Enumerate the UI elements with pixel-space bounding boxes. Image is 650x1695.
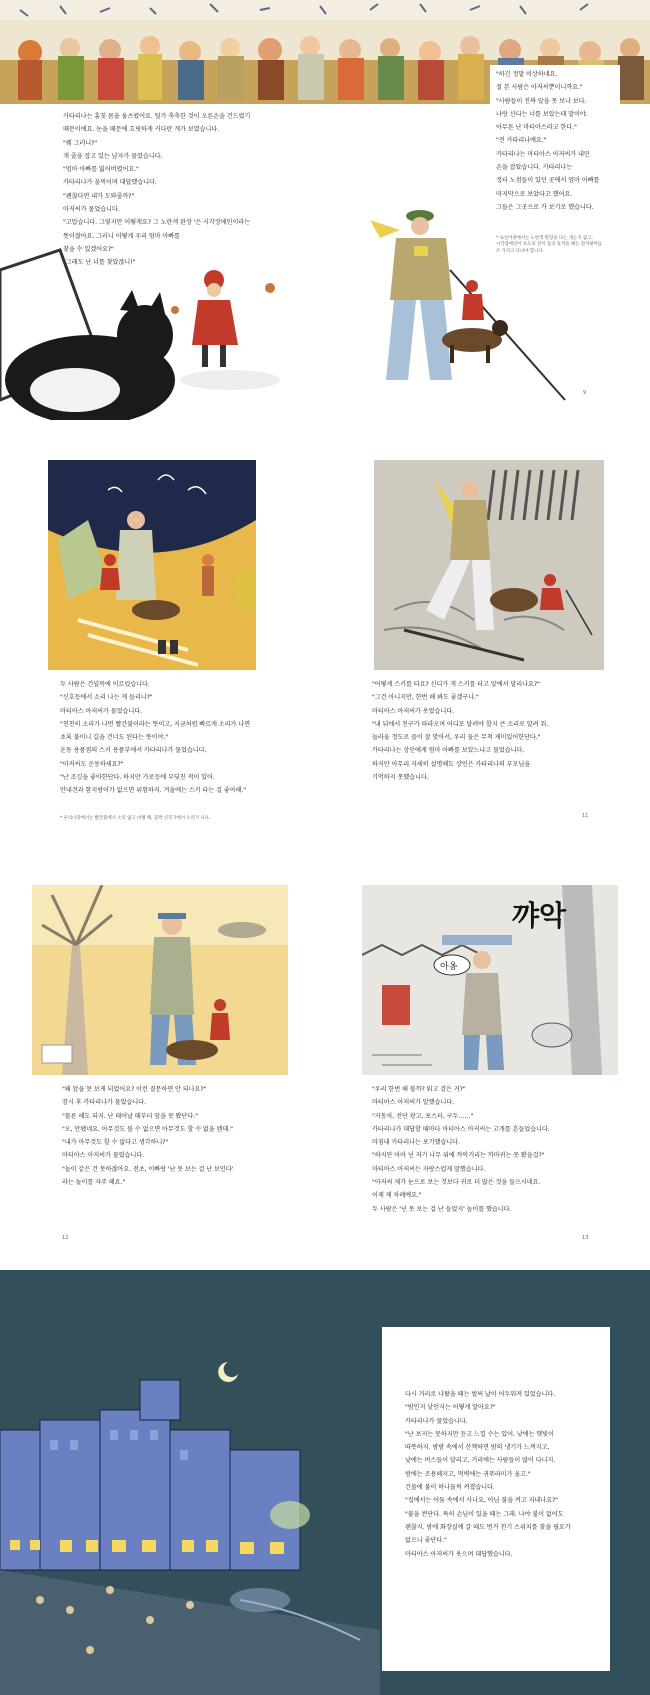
text-line: "고맙습니다. 그렇지만 어떻게요? 그 노란색 완장 '은 시각장애인이라는 xyxy=(63,219,251,227)
spread3-right-text xyxy=(372,1083,550,1216)
text-line: 때문이에요. 눈을 때문에 흐릿하게 커다란 개가 보였습니다. xyxy=(63,126,219,134)
text-line: 뜻이잖아요. 그러니 어떻게 우리 엄마 아빠를 xyxy=(63,232,180,240)
text-line: "전 카타리나예요." xyxy=(496,137,547,145)
text-line: 안내견과 함지팡이가 없으면 위험하지. 겨울에는 스키 타는 걸 좋아해." xyxy=(60,787,246,795)
text-line: "불을 켠단다. 특히 손님이 있을 때는 그래. 나야 불이 없어도 xyxy=(405,1510,564,1518)
text-line: "천천히 소리가 나면 빨간불이라는 뜻이고, 지금처럼 빠르게 소리가 나면 xyxy=(60,720,250,728)
text-line: "밤인지 낮인지는 어떻게 알아요?" xyxy=(405,1404,496,1412)
sound-effect-kkyaak: 꺄악 xyxy=(512,899,567,932)
text-line: 마티아스 아저씨가 웃으며 대답했습니다. xyxy=(405,1550,513,1558)
text-line: "오, 안됐네요. 아무것도 볼 수 없으면 아무것도 할 수 없을 텐데." xyxy=(62,1125,233,1133)
text-line: 운동 용품점의 스키 용품부에서 카타리나가 물었습니다. xyxy=(60,747,207,755)
text-line: "그래도 난 너를 찾았잖니!" xyxy=(63,259,136,267)
text-line: "내 뒤에서 친구가 따라오며 어디로 달려야 할지 큰 소리로 알려 줘. xyxy=(372,720,549,728)
spread2-right-text xyxy=(372,678,548,784)
dog-and-girl-illustration xyxy=(0,240,300,420)
text-line: 두 사람은 '넌 못 보는 걸 난 들었지' 놀이를 했습니다. xyxy=(372,1205,512,1213)
spread1-right-text xyxy=(496,68,599,214)
page-number: 9 xyxy=(583,390,587,396)
footnote-line: 시각장애인이 보도의 길이 돌의 돌색을 때는 흰지팡이를 xyxy=(496,242,602,248)
spread4-text xyxy=(405,1388,571,1561)
text-line: "괜찮다면 내가 도와줄까?" xyxy=(63,192,135,200)
crosswalk-night-illustration xyxy=(48,460,256,670)
spread2-left-text xyxy=(60,678,250,798)
text-line: "놀이 같은 건 못하잖아요. 전초, 이빠랑 '난 못 보는 걸 난 보인다' xyxy=(62,1165,234,1173)
text-line: "우리 한번 해 볼까? 뭐고 검은 거?" xyxy=(372,1086,466,1093)
text-line: 마지막으로 보았다고 했어요. xyxy=(496,190,573,198)
text-line: 따뜻하지. 밤밤 속에서 산책하면 밤의 냉기가 느껴지고, xyxy=(405,1444,550,1452)
text-line: "어떻게 스키를 타요? 신디가 개 스키를 타고 앞에서 달리나요?" xyxy=(372,681,540,688)
text-line: "하긴 정말 이상하네요. xyxy=(496,71,558,78)
text-line: 하지만 아무리 자세히 설명해도 상인은 카타리나의 부모님을 xyxy=(372,760,531,768)
text-line: 나랑 신디는 너를 보았는데 말이야. xyxy=(496,110,588,118)
text-line: "집에서는 어둠 속에서 사나요, 아님 불을 켜고 지내나요?" xyxy=(405,1497,558,1505)
text-line: 개 줄을 잡고 있는 남자가 물었습니다. xyxy=(63,152,163,160)
text-line: 잠시 후 카타리나가 물었습니다. xyxy=(62,1099,146,1107)
text-line: 다시 거리로 나왔을 때는 벌써 날이 어두워져 있었습니다. xyxy=(405,1391,556,1398)
text-line: "아저씨도 운동하세요?" xyxy=(60,760,124,768)
text-line: 밤에는 조용해지고, 먹벽에는 귀뚜라미가 울고." xyxy=(405,1470,531,1478)
text-line: "아저씨 제가 눈으로 보는 것보다 귀로 더 많은 것을 들으시네요. xyxy=(372,1179,541,1187)
text-line: 낮에는 버스들이 달리고, 거리에는 사람들이 많이 다니지. xyxy=(405,1457,556,1465)
text-line: "꿰 그러니?" xyxy=(63,139,98,147)
text-line: 마티아스 아저씨가 웃었습니다. xyxy=(372,707,455,715)
text-line: 없으니 좋단다." xyxy=(405,1537,447,1545)
text-line: "내가 아무것도 할 수 없다고 생각하니?" xyxy=(62,1139,169,1147)
text-line: 카타리나가 물었습니다. xyxy=(405,1417,468,1425)
text-line: "하지만 아아 넌 저기 나무 위에 까악거리는 까마귀는 못 봤을걸?" xyxy=(372,1152,545,1160)
text-line: 카타리나가 울먹이며 대답했습니다. xyxy=(63,179,157,187)
text-line: 아저씨가 물었습니다. xyxy=(63,206,120,214)
text-line: 놀라울 정도로 즐이 잘 맞아서, 우리 둘은 무척 재미있어한단다." xyxy=(372,734,541,742)
text-line: 카타리나는 상인에게 엄마 아빠를 보았느냐고 물었습니다. xyxy=(372,747,525,755)
text-line: 아무튼 난 마티아스라고 한다." xyxy=(496,124,577,132)
text-line: "난 보지는 못하지만 듣고 느낄 수는 있어. 낮에는 햇빛이 xyxy=(405,1430,554,1438)
man-with-guide-dog-illustration xyxy=(360,210,580,410)
text-line: 기억하지 못했습니다. xyxy=(372,774,429,782)
text-line: 이제 제 차례예요." xyxy=(372,1192,422,1200)
text-line: 마티아스 아저씨가 말했습니다. xyxy=(372,1099,455,1107)
text-line: 마티아스 아저씨가 물었습니다. xyxy=(60,707,143,715)
text-line: 두 사람은 건널목에 이르렀습니다. xyxy=(60,681,150,688)
text-line: "자동차, 전단 광고, 포스터, 구두……" xyxy=(372,1112,474,1120)
text-line: "난 조깅을 좋아한단다. 하지만 가로등에 부딪친 적이 있어. xyxy=(60,774,215,782)
text-line: "물론 해도 되지. 난 태어날 때부터 앞을 못 봤단다." xyxy=(62,1112,198,1120)
text-line: 건물에 불이 하나둘씩 켜졌습니다. xyxy=(405,1484,495,1492)
text-line: 카타리나가 대답할 때마다 마티아스 아저씨는 고개를 흔들었습니다. xyxy=(372,1125,550,1133)
crow-sound-effect xyxy=(512,899,567,932)
text-line: "엄마 아빠를 잃어버렸어요." xyxy=(63,166,139,174)
text-line: 마티아스 아저씨가 물었습니다. xyxy=(62,1152,145,1160)
page-number: 13 xyxy=(582,1235,589,1241)
text-line: 절 본 사람은 아저씨뿐이니까요." xyxy=(496,84,583,92)
text-line: "왜 앞을 못 보게 되었어요? 이런 질문하면 안 되나요?" xyxy=(62,1086,207,1093)
text-line: 정터 노점들이 있던 곳에서 엄마 아빠를 xyxy=(496,177,600,185)
text-line: "신호등에서 소리 나는 게 들리니?" xyxy=(60,694,153,702)
page-number: 12 xyxy=(62,1235,69,1241)
spread2-footnote: * 우리나라에서는 빨간불에서 소리 없고 비행 해, 꼼짝 신호가에서 소리가 나요. xyxy=(60,816,211,821)
text-line: "사람들이 진짜 앞을 못 보나 보다. xyxy=(496,97,587,105)
text-line: 마침내 카타리나는 포기했습니다. xyxy=(372,1139,460,1147)
text-line: 카타리나는 흠칫 몸을 움츠렸어요. 털가 축축한 것이 오른손을 건드렸기 xyxy=(63,113,251,120)
page-number: 11 xyxy=(582,813,589,819)
spread3-left-text xyxy=(62,1083,233,1189)
crow-sketch-illustration xyxy=(362,885,618,1075)
footnote-line: 쓰 가지고 다녀야 합니다. xyxy=(496,248,544,254)
tree-street-illustration xyxy=(32,885,288,1075)
footnote-line: * 독일어권에서는 노란색 완장을 다는 개는지 없고, xyxy=(496,236,593,241)
text-line: 라는 놀이를 자주 해요." xyxy=(62,1179,126,1187)
text-line: 카타리나는 마티아스 아저씨가 내민 xyxy=(496,150,590,158)
sound-effect-ayong: 아옹 xyxy=(440,962,458,972)
text-line: 찾을 수 있겠어요?" xyxy=(63,245,114,253)
text-line: 초록 불이니 길을 건너도 된다는 뜻이야." xyxy=(60,734,168,742)
text-line: 그들은 그곳으로 가 보기로 했습니다. xyxy=(496,203,594,211)
text-line: 괜찮지. 밤에 화장실에 갈 때도 번거 전기 스위치를 찾을 필요가 xyxy=(405,1523,571,1531)
skiing-sketch-illustration xyxy=(374,460,604,670)
text-line: 손을 잡았습니다. 카타리나는 xyxy=(496,164,573,172)
text-line: "그건 아니지만, 한번 해 봐도 좋겠구나." xyxy=(372,694,479,702)
text-line: 마티아스 아저씨는 자랑스럽게 말했습니다. xyxy=(372,1165,486,1173)
